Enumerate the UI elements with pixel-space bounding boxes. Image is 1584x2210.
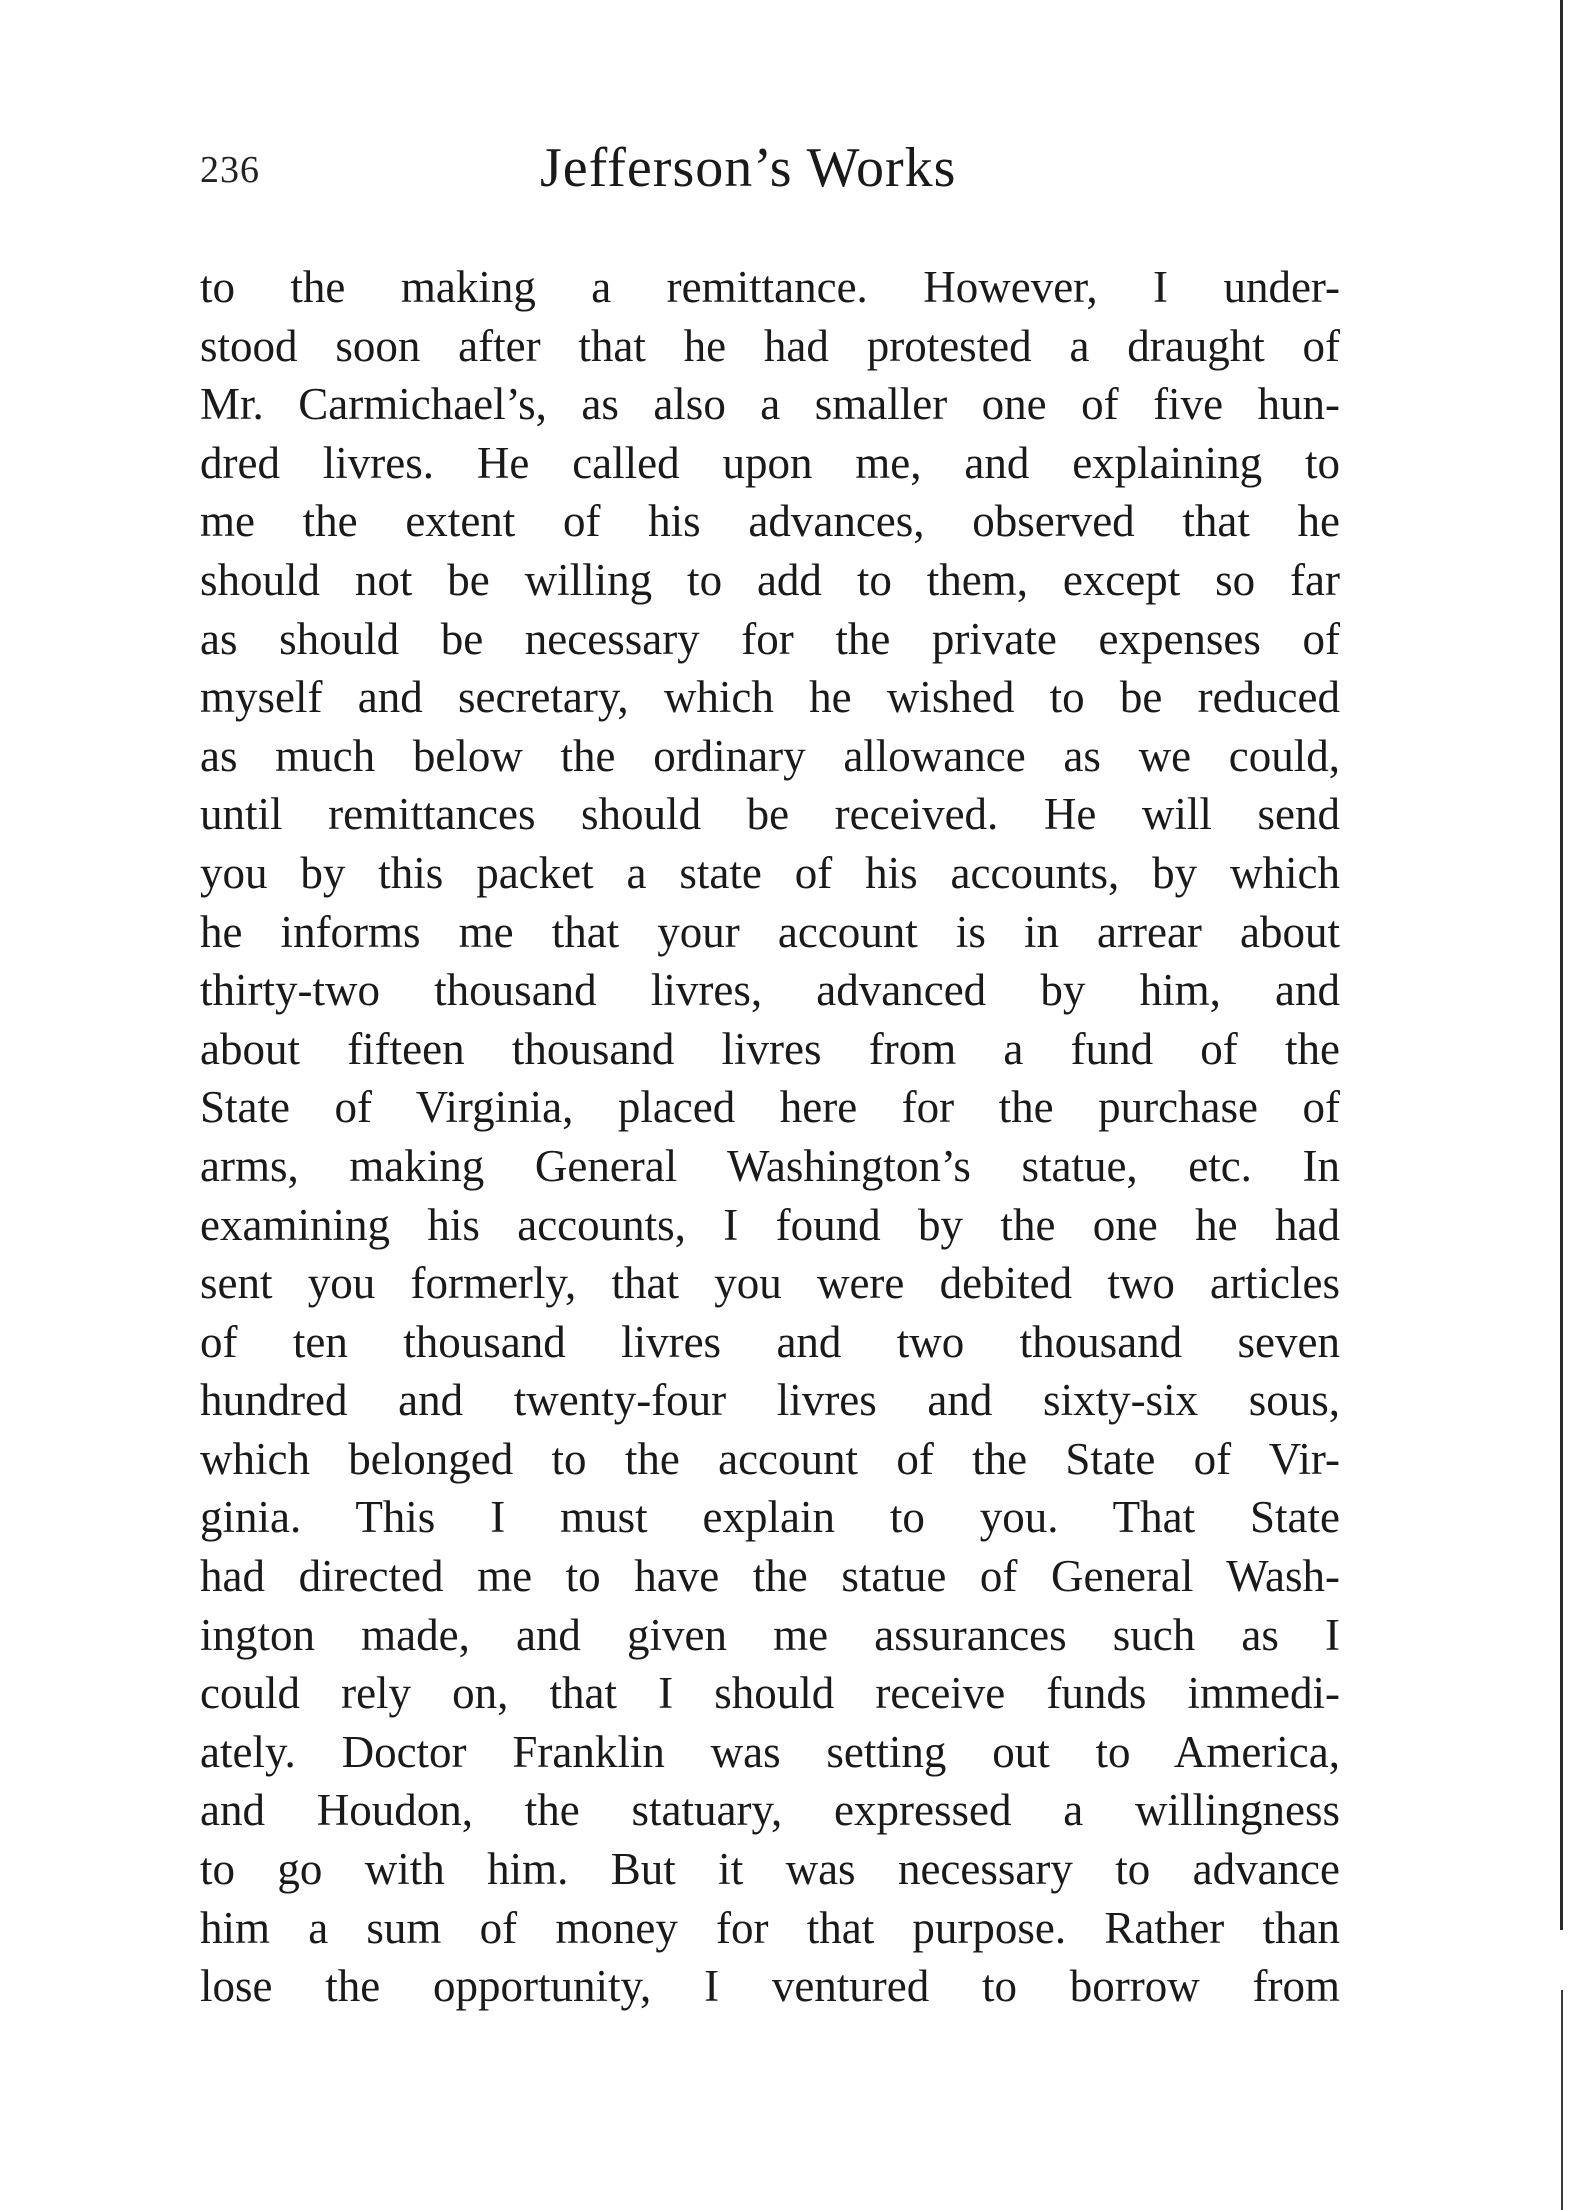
text-line: could rely on, that I should receive funds immedi-: [200, 1668, 1340, 1719]
text-line: examining his accounts, I found by the one he had: [200, 1199, 1340, 1250]
text-line: he informs me that your account is in arrear about: [200, 906, 1340, 957]
text-line: stood soon after that he had protested a draught of: [200, 320, 1340, 371]
text-line: me the extent of his advances, observed that he: [200, 496, 1340, 547]
text-line: as much below the ordinary allowance as we could,: [200, 730, 1340, 781]
text-line: should not be willing to add to them, except so far: [200, 554, 1340, 605]
text-line: ginia. This I must explain to you. That State: [200, 1492, 1340, 1543]
text-line: of ten thousand livres and two thousand seven: [200, 1316, 1340, 1367]
text-line: to go with him. But it was necessary to advance: [200, 1844, 1340, 1895]
text-line: which belonged to the account of the State of Vir-: [200, 1433, 1340, 1484]
page-edge-line: [1560, 0, 1563, 1930]
text-line: lose the opportunity, I ventured to borrow from: [200, 1961, 1340, 2012]
text-line: myself and secretary, which he wished to be reduced: [200, 672, 1340, 723]
text-line: and Houdon, the statuary, expressed a willingness: [200, 1785, 1340, 1836]
text-line: you by this packet a state of his accounts, by which: [200, 847, 1340, 898]
text-line: sent you formerly, that you were debited two articles: [200, 1258, 1340, 1309]
text-line: until remittances should be received. He will send: [200, 789, 1340, 840]
text-line: had directed me to have the statue of General Wash-: [200, 1551, 1340, 1602]
text-line: ately. Doctor Franklin was setting out to America,: [200, 1726, 1340, 1777]
text-line: as should be necessary for the private expenses of: [200, 613, 1340, 664]
running-head-title: Jefferson’s Works: [540, 137, 957, 199]
text-line: State of Virginia, placed here for the purchase of: [200, 1082, 1340, 1133]
text-line: him a sum of money for that purpose. Rather than: [200, 1902, 1340, 1953]
text-line: Mr. Carmichael’s, as also a smaller one of five hun-: [200, 379, 1340, 430]
page-number: 236: [200, 149, 260, 191]
text-line: arms, making General Washington’s statue, etc. In: [200, 1140, 1340, 1191]
text-line: to the making a remittance. However, I under-: [200, 262, 1340, 312]
body-text: [200, 258, 1340, 2016]
text-line: about fifteen thousand livres from a fund of the: [200, 1023, 1340, 1074]
page-header: [200, 136, 1340, 206]
text-line: hundred and twenty-four livres and sixty-six sous,: [200, 1375, 1340, 1426]
text-line: dred livres. He called upon me, and explaining to: [200, 437, 1340, 488]
page-edge-line-lower: [1561, 1990, 1563, 2210]
text-line: thirty-two thousand livres, advanced by him, and: [200, 965, 1340, 1016]
text-line: ington made, and given me assurances such as I: [200, 1609, 1340, 1660]
